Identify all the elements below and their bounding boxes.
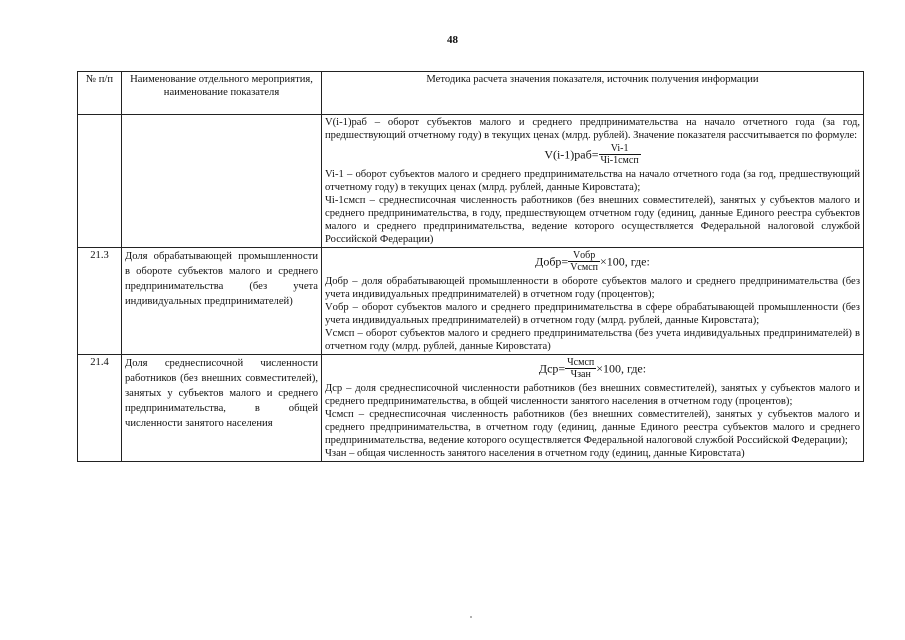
method-paragraph: V(i-1)раб – оборот субъектов малого и среднего предпринимательства на начало отчетного года (за год, предшествующий отчетному году) в текущих ценах (млрд. рублей). Значение показателя рассчитывается по формуле: xyxy=(325,117,860,141)
row-name-cell: Доля среднесписочной численности работников (без внешних совместителей), занятых у субъектов малого и среднего предпринимательства, в общей численности занятого населения xyxy=(122,355,322,462)
formula xyxy=(325,143,860,166)
formula-denominator: Vсмсп xyxy=(570,262,598,273)
method-paragraph: Добр – доля обрабатывающей промышленности в обороте субъектов малого и среднего предпринимательства (без учета индивидуальных предпринимателей) в отчетном году (процентов); xyxy=(325,276,860,300)
header-method: Методика расчета значения показателя, источник получения информации xyxy=(322,72,864,115)
method-paragraph: Чсмсп – среднесписочная численность работников (без внешних совместителей), занятых у субъектов малого и среднего предпринимательства, в отчетном году (единиц, данные Единого реестра субъектов малого и среднего предпринимательства, ведение которого осуществляется Федеральной налоговой службой Российской Федерации); xyxy=(325,409,860,446)
formula-lhs: Добр= xyxy=(535,254,569,269)
formula-numerator: Чсмсп xyxy=(567,357,595,368)
header-num: № п/п xyxy=(78,72,122,115)
formula-numerator: Vi-1 xyxy=(599,143,641,155)
scan-speck xyxy=(470,616,472,618)
formula-fraction xyxy=(568,250,600,273)
method-paragraph: Дср – доля среднесписочной численности работников (без внешних совместителей), занятых у субъектов малого и среднего предпринимательства, в общей численности занятого населения в отчетном году (процентов); xyxy=(325,383,860,407)
formula-fraction xyxy=(565,357,596,380)
row-name-cell xyxy=(122,115,322,248)
table-row xyxy=(78,355,864,462)
method-paragraph: Чзан – общая численность занятого населения в отчетном году (единиц, данные Кировстата) xyxy=(325,448,745,459)
header-name: Наименование отдельного мероприятия, наименование показателя xyxy=(122,72,322,115)
method-paragraph: Vi-1 – оборот субъектов малого и среднего предпринимательства на начало отчетного года (за год, предшествующий отчетному году) в текущих ценах (млрд. рублей, данные Кировстата); xyxy=(325,169,860,193)
row-method-cell xyxy=(322,115,864,248)
table-row xyxy=(78,115,864,248)
row-num-cell: 21.3 xyxy=(78,248,122,355)
row-num-cell xyxy=(78,115,122,248)
formula-lhs: Дср= xyxy=(538,361,566,376)
table-header-row xyxy=(78,72,864,115)
formula xyxy=(325,250,860,273)
method-paragraph: Vсмсп – оборот субъектов малого и среднего предпринимательства (без учета индивидуальных предпринимателей) в отчетном году (млрд. рублей, данные Кировстата) xyxy=(325,328,860,352)
row-method-cell xyxy=(322,355,864,462)
method-paragraph: Чi-1смсп – среднесписочная численность работников (без внешних совместителей), занятых у субъектов малого и среднего предпринимательства, в году, предшествующем отчетном году (единиц, данные Единого реестра субъектов малого и среднего предпринимательства, ведение которого осуществляется Федеральной налоговой службой Российской Федерации) xyxy=(325,195,860,245)
formula-tail: ×100, где: xyxy=(599,254,650,269)
formula-denominator: Чзан xyxy=(570,369,591,380)
methodology-table xyxy=(77,71,864,462)
formula xyxy=(325,357,860,380)
table-row xyxy=(78,248,864,355)
method-paragraph: Vобр – оборот субъектов малого и среднего предпринимательства в сфере обрабатывающей промышленности (без учета индивидуальных предпринимателей) в отчетном году (млрд. рублей, данные Кировстата); xyxy=(325,302,860,326)
formula-tail: ×100, где: xyxy=(596,361,647,376)
row-method-cell xyxy=(322,248,864,355)
row-name-cell: Доля обрабатывающей промышленности в обороте субъектов малого и среднего предпринимательства (без учета индивидуальных предпринимателей) xyxy=(122,248,322,355)
row-num-cell: 21.4 xyxy=(78,355,122,462)
formula-denominator: Чi-1смсп xyxy=(600,155,639,166)
formula-lhs: V(i-1)раб= xyxy=(544,147,599,162)
formula-fraction xyxy=(599,143,641,166)
formula-numerator: Vобр xyxy=(568,250,600,262)
page-number: 48 xyxy=(447,34,458,46)
